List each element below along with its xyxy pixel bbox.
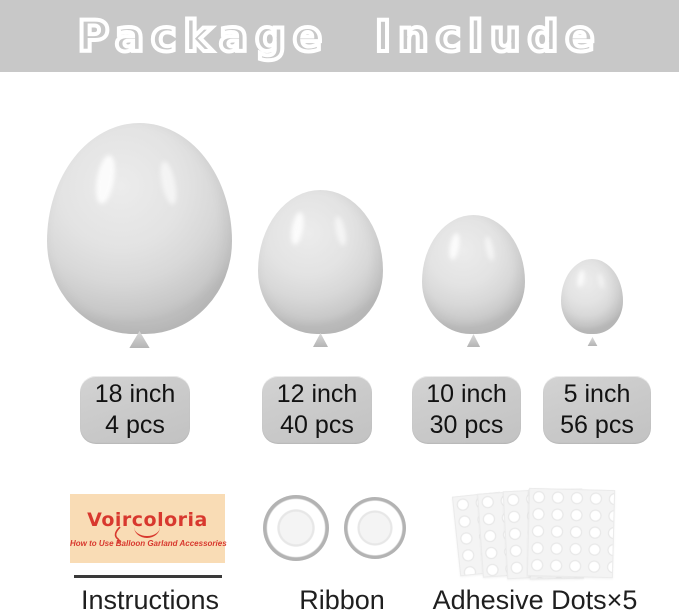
qty-text: 4 pcs xyxy=(105,411,165,439)
size-text: 12 inch xyxy=(276,380,358,408)
balloon-highlight xyxy=(332,215,347,246)
instructions-card xyxy=(70,494,225,563)
ribbon-roll xyxy=(263,495,329,561)
caption-ribbon: Ribbon xyxy=(299,585,385,615)
size-text: 5 inch xyxy=(563,380,631,408)
balloon-knot xyxy=(312,333,329,347)
balloon-highlight xyxy=(447,232,461,261)
balloon-highlight xyxy=(483,236,495,262)
brand-subtitle: How to Use Balloon Garland Accessories xyxy=(70,539,227,548)
size-label-5inch xyxy=(543,376,651,444)
balloon-highlight xyxy=(598,272,606,288)
balloon-12inch xyxy=(258,190,383,334)
logo-smile-curve xyxy=(134,527,160,538)
qty-text: 30 pcs xyxy=(429,411,504,439)
caption-instructions: Instructions xyxy=(80,585,220,615)
booklet-bottom-edge xyxy=(74,575,222,578)
balloon-knot xyxy=(587,337,598,346)
balloon-18inch xyxy=(47,123,232,334)
balloon-5inch xyxy=(561,259,623,334)
size-text: 18 inch xyxy=(94,380,176,408)
ribbon-roll xyxy=(344,497,406,559)
banner-title: Package Include xyxy=(77,12,602,62)
size-text: 10 inch xyxy=(426,380,507,408)
size-label-18inch xyxy=(80,376,190,444)
balloon-highlight xyxy=(93,154,118,205)
brand-logo-text: Voircoloria xyxy=(87,509,208,531)
balloon-10inch xyxy=(422,215,525,334)
banner xyxy=(0,0,679,72)
qty-text: 56 pcs xyxy=(560,411,634,439)
balloon-highlight xyxy=(289,211,306,246)
qty-text: 40 pcs xyxy=(280,411,354,439)
balloon-highlight xyxy=(576,270,584,288)
caption-adhesive-dots: Adhesive Dots×5 xyxy=(432,585,638,615)
balloon-knot xyxy=(466,334,481,347)
balloon-highlight xyxy=(157,160,179,206)
size-label-10inch xyxy=(412,376,521,444)
adhesive-dot-sheet xyxy=(527,488,615,578)
size-label-12inch xyxy=(262,376,372,444)
